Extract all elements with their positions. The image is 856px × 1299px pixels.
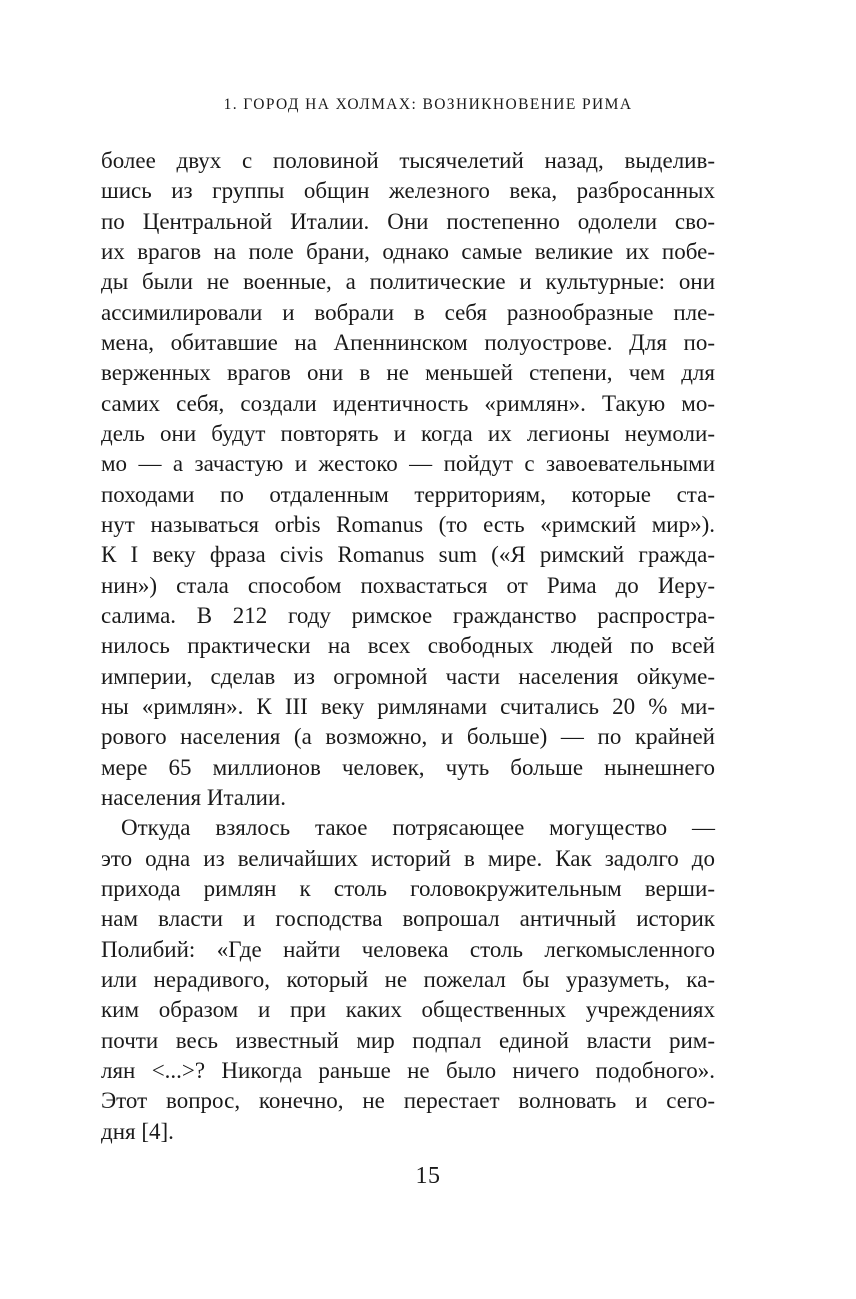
text-line: дель они будут повторять и когда их легионы неумоли- (101, 420, 715, 446)
text-line: ассимилировали и вобрали в себя разнообразные пле- (101, 299, 715, 325)
text-line: салима. В 212 году римское гражданство распростра- (101, 602, 715, 628)
text-line: ны «римлян». К III веку римлянами считались 20 % ми- (101, 693, 715, 719)
text-line: мере 65 миллионов человек, чуть больше нынешнего (101, 754, 715, 780)
text-line: походами по отдаленным территориям, которые ста- (101, 481, 715, 507)
text-line: их врагов на поле брани, однако самые великие их побе- (101, 238, 715, 264)
text-line: рового населения (а возможно, и больше) — по крайней (101, 724, 715, 750)
text-line: нам власти и господства вопрошал античный историк (101, 906, 715, 932)
text-line: ды были не военные, а политические и культурные: они (101, 269, 715, 295)
text-line: почти весь известный мир подпал единой власти рим- (101, 1027, 715, 1053)
text-line: дня [4]. (101, 1118, 174, 1144)
text-line: империи, сделав из огромной части населения ойкуме- (101, 663, 715, 689)
text-line: Откуда взялось такое потрясающее могущество — (121, 815, 715, 841)
text-line: нин») стала способом похвастаться от Рима до Иеру- (101, 572, 715, 598)
text-line: нут называться orbis Romanus (то есть «римский мир»). (101, 511, 715, 537)
text-line: населения Италии. (101, 784, 287, 810)
text-line: прихода римлян к столь головокружительным верши- (101, 875, 715, 901)
text-line: мо — а зачастую и жестоко — пойдут с завоевательными (101, 451, 715, 477)
text-line: самих себя, создали идентичность «римлян». Такую мо- (101, 390, 715, 416)
text-line: нилось практически на всех свободных людей по всей (101, 633, 715, 659)
text-line: лян <...>? Никогда раньше не было ничего подобного». (101, 1057, 715, 1083)
page-number: 15 (415, 1163, 441, 1189)
text-line: ким образом и при каких общественных учреждениях (101, 997, 715, 1023)
text-line: Полибий: «Где найти человека столь легкомысленного (101, 936, 715, 962)
text-line: Этот вопрос, конечно, не перестает волновать и сего- (101, 1088, 715, 1114)
text-line: мена, обитавшие на Апеннинском полуострове. Для по- (101, 329, 715, 355)
running-head: 1. ГОРОД НА ХОЛМАХ: ВОЗНИКНОВЕНИЕ РИМА (223, 96, 633, 113)
text-line: или нерадивого, который не пожелал бы уразуметь, ка- (101, 966, 715, 992)
body-text (101, 146, 715, 1147)
text-line: по Центральной Италии. Они постепенно одолели сво- (101, 208, 715, 234)
text-line: К I веку фраза civis Romanus sum («Я римский гражда- (101, 542, 715, 568)
text-line: это одна из величайших историй в мире. Как задолго до (101, 845, 715, 871)
text-line: шись из группы общин железного века, разбросанных (101, 178, 715, 204)
text-line: более двух с половиной тысячелетий назад, выделив- (101, 148, 715, 173)
text-line: верженных врагов они в не меньшей степени, чем для (101, 360, 715, 386)
